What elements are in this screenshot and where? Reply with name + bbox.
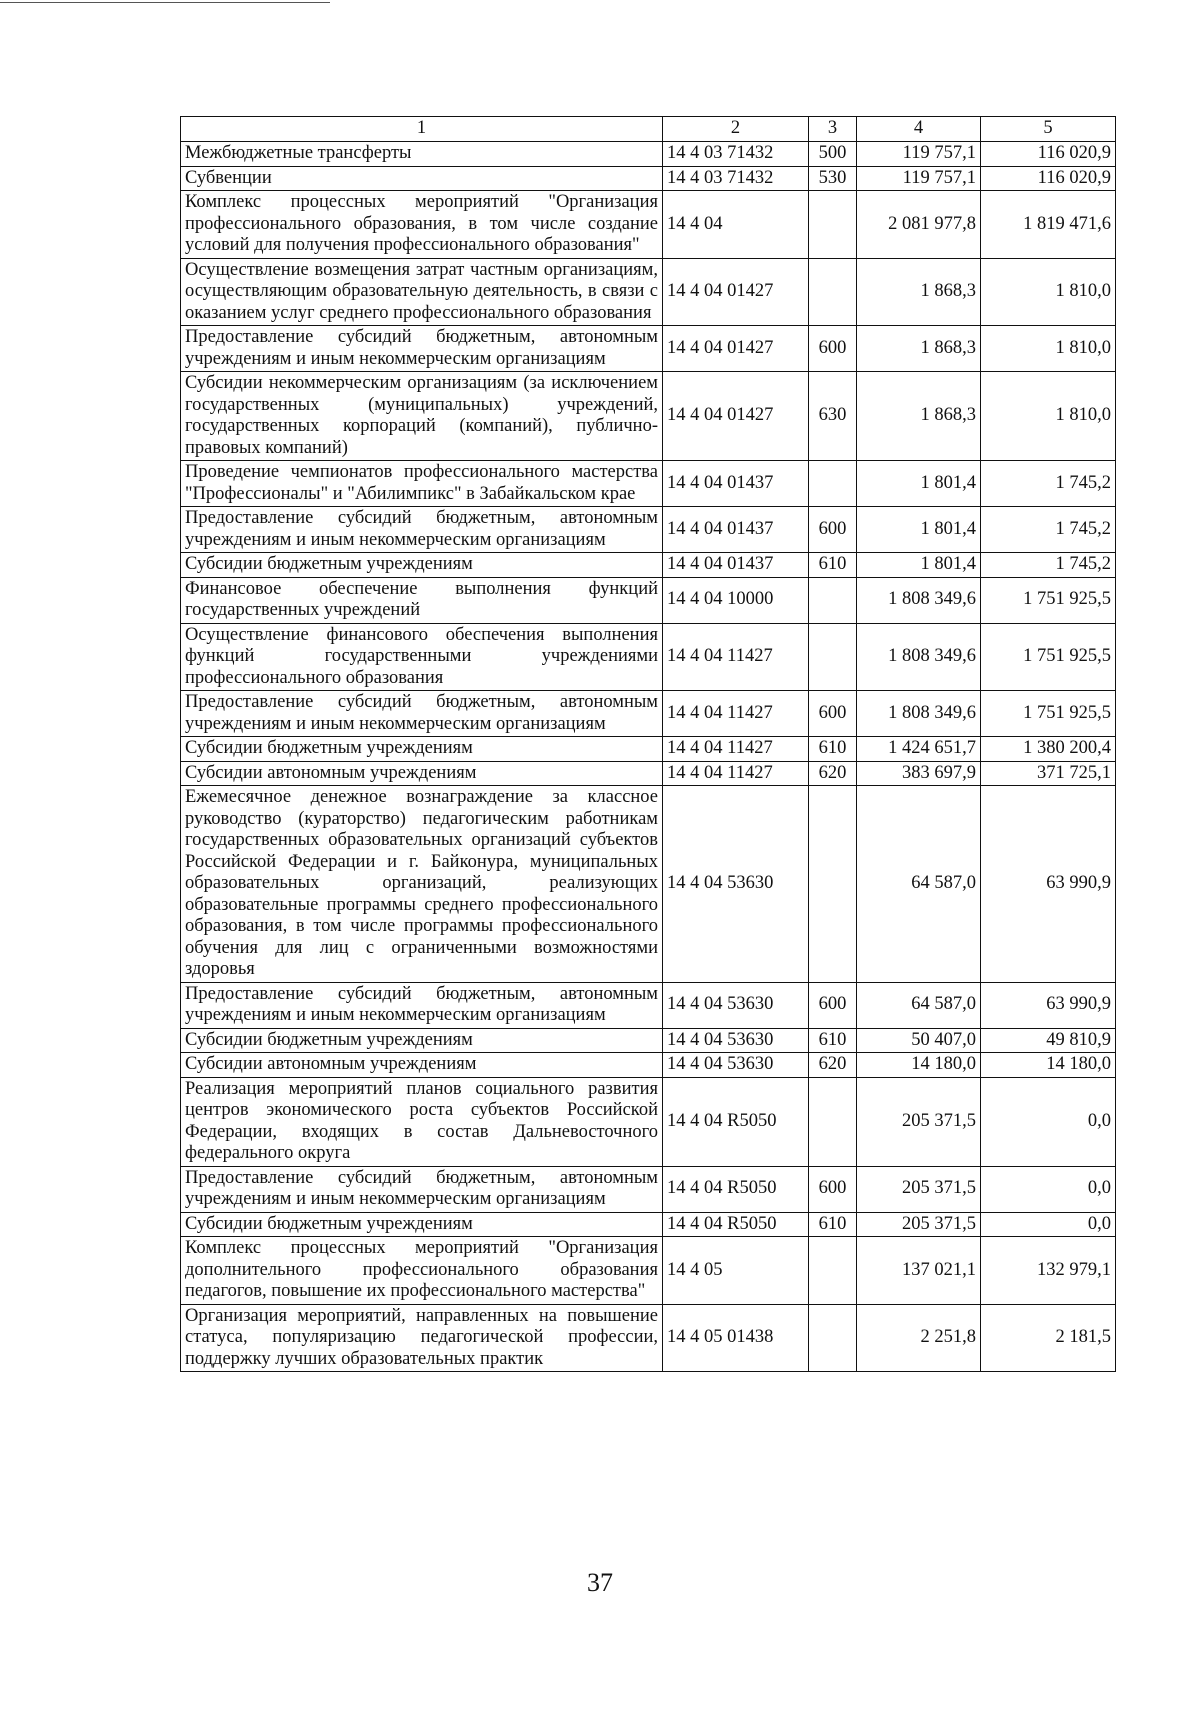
row-value-col4-cell: 1 801,4 bbox=[857, 507, 981, 553]
row-value-col5-cell: 1 745,2 bbox=[981, 507, 1116, 553]
header-cell-2: 2 bbox=[663, 117, 809, 142]
table-row bbox=[181, 1077, 1116, 1166]
row-type-cell: 610 bbox=[809, 1212, 857, 1237]
table-row bbox=[181, 737, 1116, 762]
row-value-col4-cell: 205 371,5 bbox=[857, 1166, 981, 1212]
row-code-cell: 14 4 04 53630 bbox=[663, 1028, 809, 1053]
row-name-cell: Субсидии бюджетным учреждениям bbox=[181, 1212, 663, 1237]
row-type-cell bbox=[809, 786, 857, 983]
row-value-col5-cell: 116 020,9 bbox=[981, 166, 1116, 191]
row-value-col5-cell: 1 751 925,5 bbox=[981, 577, 1116, 623]
table-row bbox=[181, 142, 1116, 167]
table-row bbox=[181, 786, 1116, 983]
row-name-cell: Субсидии бюджетным учреждениям bbox=[181, 737, 663, 762]
row-value-col4-cell: 119 757,1 bbox=[857, 166, 981, 191]
row-type-cell bbox=[809, 461, 857, 507]
row-code-cell: 14 4 04 01437 bbox=[663, 553, 809, 578]
row-value-col5-cell: 132 979,1 bbox=[981, 1237, 1116, 1305]
row-type-cell: 610 bbox=[809, 737, 857, 762]
row-type-cell bbox=[809, 191, 857, 259]
row-name-cell: Субвенции bbox=[181, 166, 663, 191]
row-value-col5-cell: 1 810,0 bbox=[981, 258, 1116, 326]
row-name-cell: Реализация мероприятий планов социального развития центров экономического роста субъектов Российской Федерации, входящих в состав Дальневосточного федерального округа bbox=[181, 1077, 663, 1166]
row-type-cell bbox=[809, 1304, 857, 1372]
row-value-col5-cell: 63 990,9 bbox=[981, 982, 1116, 1028]
row-type-cell: 500 bbox=[809, 142, 857, 167]
row-value-col5-cell: 1 819 471,6 bbox=[981, 191, 1116, 259]
row-code-cell: 14 4 04 53630 bbox=[663, 1053, 809, 1078]
row-value-col5-cell: 63 990,9 bbox=[981, 786, 1116, 983]
row-name-cell: Предоставление субсидий бюджетным, автономным учреждениям и иным некоммерческим организациям bbox=[181, 507, 663, 553]
row-type-cell: 610 bbox=[809, 553, 857, 578]
row-type-cell: 600 bbox=[809, 326, 857, 372]
table-row bbox=[181, 1304, 1116, 1372]
header-cell-3: 3 bbox=[809, 117, 857, 142]
row-name-cell: Субсидии автономным учреждениям bbox=[181, 761, 663, 786]
table-row bbox=[181, 623, 1116, 691]
row-code-cell: 14 4 04 10000 bbox=[663, 577, 809, 623]
row-value-col5-cell: 0,0 bbox=[981, 1077, 1116, 1166]
row-code-cell: 14 4 04 01427 bbox=[663, 372, 809, 461]
row-value-col4-cell: 119 757,1 bbox=[857, 142, 981, 167]
table-row bbox=[181, 553, 1116, 578]
row-value-col4-cell: 383 697,9 bbox=[857, 761, 981, 786]
row-code-cell: 14 4 04 01427 bbox=[663, 258, 809, 326]
table-row bbox=[181, 1028, 1116, 1053]
table-row bbox=[181, 577, 1116, 623]
budget-table bbox=[180, 116, 1116, 1372]
row-value-col5-cell: 371 725,1 bbox=[981, 761, 1116, 786]
row-value-col4-cell: 1 868,3 bbox=[857, 258, 981, 326]
table-row bbox=[181, 761, 1116, 786]
table-row bbox=[181, 1166, 1116, 1212]
table-row bbox=[181, 372, 1116, 461]
row-code-cell: 14 4 04 11427 bbox=[663, 761, 809, 786]
row-value-col5-cell: 1 745,2 bbox=[981, 553, 1116, 578]
table-row bbox=[181, 507, 1116, 553]
row-type-cell: 620 bbox=[809, 1053, 857, 1078]
row-type-cell: 620 bbox=[809, 761, 857, 786]
row-value-col4-cell: 205 371,5 bbox=[857, 1077, 981, 1166]
row-code-cell: 14 4 04 11427 bbox=[663, 691, 809, 737]
row-name-cell: Субсидии автономным учреждениям bbox=[181, 1053, 663, 1078]
row-code-cell: 14 4 04 01427 bbox=[663, 326, 809, 372]
page-number: 37 bbox=[587, 1568, 613, 1597]
row-value-col4-cell: 64 587,0 bbox=[857, 786, 981, 983]
row-value-col4-cell: 137 021,1 bbox=[857, 1237, 981, 1305]
row-name-cell: Осуществление возмещения затрат частным организациям, осуществляющим образовательную деятельность, в связи с оказанием услуг среднего профессионального образования bbox=[181, 258, 663, 326]
table-row bbox=[181, 1053, 1116, 1078]
row-value-col5-cell: 0,0 bbox=[981, 1166, 1116, 1212]
row-code-cell: 14 4 05 bbox=[663, 1237, 809, 1305]
row-value-col4-cell: 205 371,5 bbox=[857, 1212, 981, 1237]
row-value-col5-cell: 116 020,9 bbox=[981, 142, 1116, 167]
row-name-cell: Организация мероприятий, направленных на повышение статуса, популяризацию педагогической профессии, поддержку лучших образовательных практик bbox=[181, 1304, 663, 1372]
row-name-cell: Субсидии некоммерческим организациям (за исключением государственных (муниципальных) учреждений, государственных корпораций (компаний), публично-правовых компаний) bbox=[181, 372, 663, 461]
header-cell-5: 5 bbox=[981, 117, 1116, 142]
row-value-col4-cell: 14 180,0 bbox=[857, 1053, 981, 1078]
row-type-cell bbox=[809, 1237, 857, 1305]
row-code-cell: 14 4 05 01438 bbox=[663, 1304, 809, 1372]
row-type-cell bbox=[809, 623, 857, 691]
row-name-cell: Предоставление субсидий бюджетным, автономным учреждениям и иным некоммерческим организациям bbox=[181, 982, 663, 1028]
table-row bbox=[181, 1212, 1116, 1237]
row-value-col5-cell: 14 180,0 bbox=[981, 1053, 1116, 1078]
row-code-cell: 14 4 04 01437 bbox=[663, 507, 809, 553]
row-name-cell: Финансовое обеспечение выполнения функций государственных учреждений bbox=[181, 577, 663, 623]
row-value-col4-cell: 1 801,4 bbox=[857, 461, 981, 507]
row-value-col4-cell: 2 081 977,8 bbox=[857, 191, 981, 259]
row-value-col5-cell: 1 810,0 bbox=[981, 326, 1116, 372]
row-value-col5-cell: 1 751 925,5 bbox=[981, 623, 1116, 691]
row-name-cell: Комплекс процессных мероприятий "Организация дополнительного профессионального образования педагогов, повышение их профессионального мастерства" bbox=[181, 1237, 663, 1305]
row-code-cell: 14 4 04 R5050 bbox=[663, 1166, 809, 1212]
row-name-cell: Предоставление субсидий бюджетным, автономным учреждениям и иным некоммерческим организациям bbox=[181, 691, 663, 737]
header-cell-1: 1 bbox=[181, 117, 663, 142]
row-value-col4-cell: 64 587,0 bbox=[857, 982, 981, 1028]
row-type-cell bbox=[809, 577, 857, 623]
row-value-col5-cell: 49 810,9 bbox=[981, 1028, 1116, 1053]
row-code-cell: 14 4 04 R5050 bbox=[663, 1212, 809, 1237]
row-code-cell: 14 4 04 53630 bbox=[663, 786, 809, 983]
row-type-cell: 630 bbox=[809, 372, 857, 461]
row-type-cell: 600 bbox=[809, 1166, 857, 1212]
row-type-cell: 600 bbox=[809, 982, 857, 1028]
table-row bbox=[181, 1237, 1116, 1305]
row-type-cell: 530 bbox=[809, 166, 857, 191]
row-type-cell bbox=[809, 1077, 857, 1166]
table-row bbox=[181, 166, 1116, 191]
row-value-col4-cell: 1 808 349,6 bbox=[857, 623, 981, 691]
row-code-cell: 14 4 04 53630 bbox=[663, 982, 809, 1028]
row-value-col4-cell: 1 868,3 bbox=[857, 326, 981, 372]
row-value-col5-cell: 1 380 200,4 bbox=[981, 737, 1116, 762]
table-row bbox=[181, 691, 1116, 737]
row-code-cell: 14 4 04 bbox=[663, 191, 809, 259]
row-name-cell: Межбюджетные трансферты bbox=[181, 142, 663, 167]
row-name-cell: Ежемесячное денежное вознаграждение за классное руководство (кураторство) педагогическим работникам государственных образовательных организаций субъектов Российской Федерации и г. Байконура, муниципальных образовательных организаций, реализующих образовательные программы среднего профессионального образования, в том числе программы профессионального обучения для лиц с ограниченными возможностями здоровья bbox=[181, 786, 663, 983]
row-name-cell: Субсидии бюджетным учреждениям bbox=[181, 553, 663, 578]
row-name-cell: Предоставление субсидий бюджетным, автономным учреждениям и иным некоммерческим организациям bbox=[181, 1166, 663, 1212]
row-name-cell: Субсидии бюджетным учреждениям bbox=[181, 1028, 663, 1053]
row-code-cell: 14 4 04 11427 bbox=[663, 737, 809, 762]
table-row bbox=[181, 982, 1116, 1028]
row-value-col5-cell: 1 751 925,5 bbox=[981, 691, 1116, 737]
table-row bbox=[181, 326, 1116, 372]
row-code-cell: 14 4 03 71432 bbox=[663, 166, 809, 191]
row-value-col4-cell: 1 801,4 bbox=[857, 553, 981, 578]
row-name-cell: Осуществление финансового обеспечения выполнения функций государственными учреждениями профессионального образования bbox=[181, 623, 663, 691]
row-value-col4-cell: 1 808 349,6 bbox=[857, 691, 981, 737]
table-row bbox=[181, 258, 1116, 326]
row-type-cell: 600 bbox=[809, 691, 857, 737]
row-name-cell: Комплекс процессных мероприятий "Организация профессионального образования, в том числе создание условий для получения профессионального образования" bbox=[181, 191, 663, 259]
row-code-cell: 14 4 03 71432 bbox=[663, 142, 809, 167]
top-rule bbox=[0, 2, 330, 3]
table-row bbox=[181, 191, 1116, 259]
table-row bbox=[181, 461, 1116, 507]
row-code-cell: 14 4 04 11427 bbox=[663, 623, 809, 691]
row-code-cell: 14 4 04 01437 bbox=[663, 461, 809, 507]
row-value-col5-cell: 0,0 bbox=[981, 1212, 1116, 1237]
row-value-col4-cell: 2 251,8 bbox=[857, 1304, 981, 1372]
header-cell-4: 4 bbox=[857, 117, 981, 142]
row-value-col4-cell: 1 868,3 bbox=[857, 372, 981, 461]
row-value-col5-cell: 1 745,2 bbox=[981, 461, 1116, 507]
row-value-col4-cell: 1 424 651,7 bbox=[857, 737, 981, 762]
row-value-col5-cell: 2 181,5 bbox=[981, 1304, 1116, 1372]
header-row bbox=[181, 117, 1116, 142]
row-type-cell: 600 bbox=[809, 507, 857, 553]
row-value-col4-cell: 50 407,0 bbox=[857, 1028, 981, 1053]
row-type-cell: 610 bbox=[809, 1028, 857, 1053]
row-value-col4-cell: 1 808 349,6 bbox=[857, 577, 981, 623]
row-type-cell bbox=[809, 258, 857, 326]
row-name-cell: Предоставление субсидий бюджетным, автономным учреждениям и иным некоммерческим организациям bbox=[181, 326, 663, 372]
row-value-col5-cell: 1 810,0 bbox=[981, 372, 1116, 461]
row-name-cell: Проведение чемпионатов профессионального мастерства "Профессионалы" и "Абилимпикс" в Забайкальском крае bbox=[181, 461, 663, 507]
row-code-cell: 14 4 04 R5050 bbox=[663, 1077, 809, 1166]
